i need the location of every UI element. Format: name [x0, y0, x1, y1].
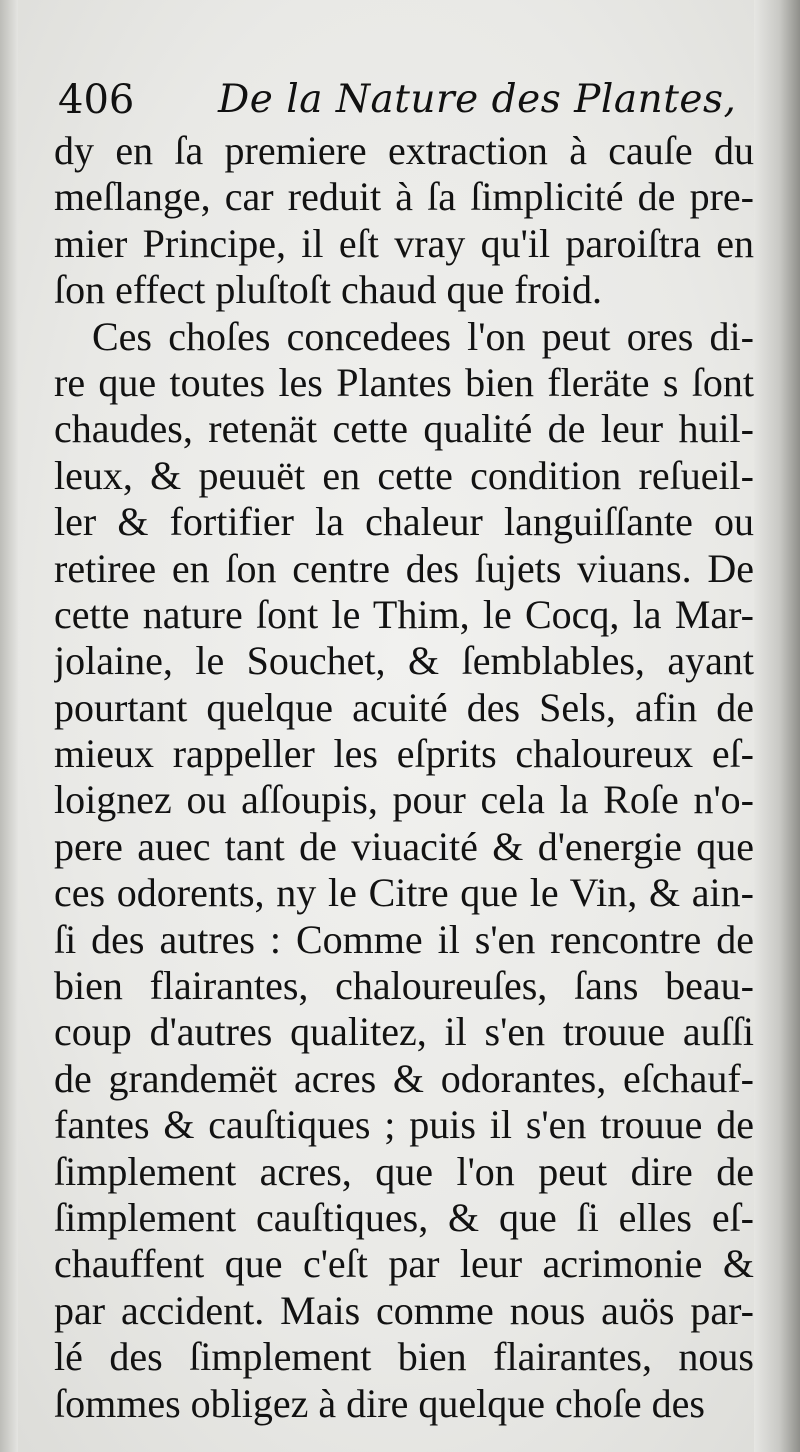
text-line: jolaine, le Souchet, & ſemblables, ayant [54, 638, 754, 684]
page-gutter-left [0, 0, 18, 1452]
text-line: coup d'autres qualitez, il s'en trouue auſſi [54, 1009, 754, 1055]
page-header [58, 72, 748, 128]
text-line: mier Principe, il eſt vray qu'il paroiſtra en [54, 220, 754, 266]
text-line: leux, & peuuët en cette condition reſueil- [54, 452, 754, 498]
text-line: ces odorents, ny le Citre que le Vin, & ain- [54, 870, 754, 916]
running-title: De la Nature des Plantes, [218, 77, 737, 122]
text-line: ſimplement acres, que l'on peut dire de [54, 1148, 754, 1194]
text-line: re que toutes les Plantes bien fleräte s ſont [54, 359, 754, 405]
text-line: loignez ou aſſoupis, pour cela la Roſe n'o- [54, 777, 754, 823]
text-line: Ces choſes concedees l'on peut ores di- [92, 313, 754, 359]
text-line: ſi des autres : Comme il s'en rencontre de [54, 916, 754, 962]
text-line: fantes & cauſtiques ; puis il s'en trouue de [54, 1102, 754, 1148]
text-line: chauffent que c'eſt par leur acrimonie & [54, 1241, 754, 1287]
text-line: de grandemët acres & odorantes, eſchauf- [54, 1055, 754, 1101]
text-line: chaudes, retenät cette qualité de leur huil- [54, 406, 754, 452]
text-line: ler & fortifier la chaleur languiſſante ou [54, 499, 754, 545]
body-text [54, 128, 754, 1427]
text-line: par accident. Mais comme nous auös par- [54, 1287, 754, 1333]
text-line: ſon effect pluſtoſt chaud que froid. [54, 267, 602, 313]
text-line: retiree en ſon centre des ſujets viuans. De [54, 545, 754, 591]
text-line: ſommes obligez à dire quelque choſe des [54, 1380, 705, 1426]
text-line: lé des ſimplement bien flairantes, nous [54, 1334, 754, 1380]
text-line: bien flairantes, chaloureuſes, ſans beau- [54, 963, 754, 1009]
text-line: meſlange, car reduit à ſa ſimplicité de pre- [54, 174, 754, 220]
page-number: 406 [58, 77, 135, 123]
text-line: dy en ſa premiere extraction à cauſe du [54, 128, 754, 173]
text-line: pourtant quelque acuité des Sels, afin de [54, 684, 754, 730]
page-edge-right [754, 0, 800, 1452]
text-line: pere auec tant de viuacité & d'energie que [54, 823, 754, 869]
text-line: cette nature ſont le Thim, le Cocq, la Mar- [54, 591, 754, 637]
text-line: ſimplement cauſtiques, & que ſi elles eſ- [54, 1194, 754, 1240]
text-line: mieux rappeller les eſprits chaloureux eſ- [54, 731, 754, 777]
